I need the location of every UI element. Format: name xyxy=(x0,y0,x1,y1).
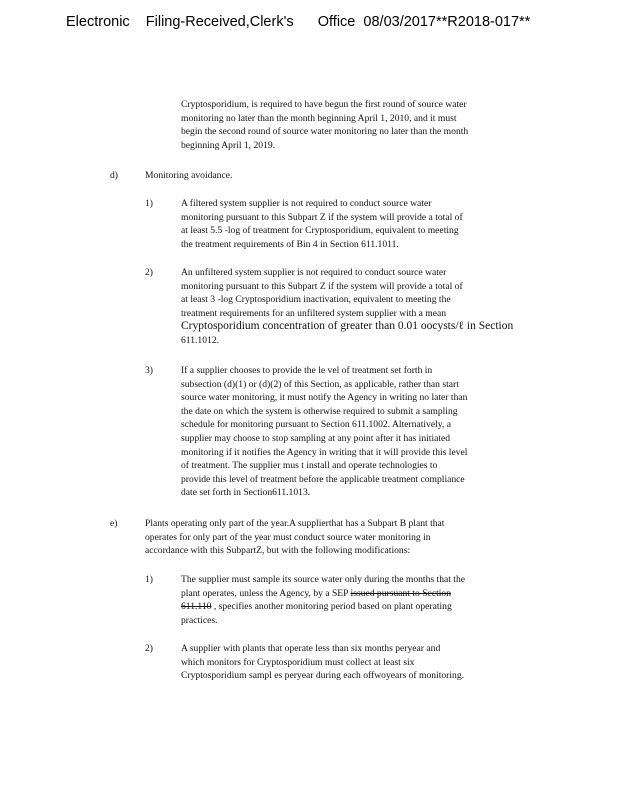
item-e2-paragraph xyxy=(181,642,537,683)
text-line: Cryptosporidium sampl es peryear during each offwoyears of monitoring. xyxy=(181,670,465,682)
text-line-large: Cryptosporidium concentration of greater than 0.01 oocysts/ℓ in Section xyxy=(181,320,514,333)
intro-paragraph xyxy=(181,98,537,152)
struck-text: issued pursuant to Section xyxy=(350,587,452,599)
text-line: accordance with this SubpartZ, but with the following modifications: xyxy=(145,545,411,557)
item-e2-marker: 2) xyxy=(145,643,153,654)
text-line: monitoring pursuant to this Subpart Z if the system will provide a total of xyxy=(181,280,463,292)
text-line: monitoring no later than the month beginning April 1, 2010, and it must xyxy=(181,112,457,124)
text-line: 611.1012. xyxy=(181,334,220,346)
item-e1-paragraph xyxy=(181,573,537,627)
text-line: provide this level of treatment before the applicable treatment compliance xyxy=(181,473,465,485)
text-line: which monitors for Cryptosporidium must collect at least six xyxy=(181,656,415,668)
text-line: An unfiltered system supplier is not required to conduct source water xyxy=(181,267,447,278)
text-line: source water monitoring, it must notify the Agency in writing no later than xyxy=(181,392,468,404)
text-line: The supplier must sample its source water only during the months that the xyxy=(181,574,466,585)
text-line: the date on which the system is otherwise required to submit a sampling xyxy=(181,405,458,417)
text-line: practices. xyxy=(181,614,218,626)
text-line: treatment requirements for an unfiltered system supplier with a mean xyxy=(181,307,447,319)
text-line: date set forth in Section611.1013. xyxy=(181,487,311,499)
electronic-filing-header: Electronic Filing-Received,Clerk's Office 08/03/2017**R2018-017** xyxy=(66,14,531,30)
text-line: monitoring if it notifies the Agency in writing that it will provide this level xyxy=(181,446,468,458)
text-line: Plants operating only part of the year.A supplierthat has a Subpart B plant that xyxy=(145,518,445,529)
text-line: subsection (d)(1) or (d)(2) of this Section, as applicable, rather than start xyxy=(181,378,459,390)
section-d-marker: d) xyxy=(110,170,118,181)
struck-text: 611.110 xyxy=(181,601,212,613)
text-line: beginning April 1, 2019. xyxy=(181,139,276,151)
section-d-heading: Monitoring avoidance. xyxy=(145,170,233,181)
text-line: begin the second round of source water monitoring no later than the month xyxy=(181,126,469,138)
text-line: monitoring pursuant to this Subpart Z if the system will provide a total of xyxy=(181,211,463,223)
text-line: at least 5.5 -log of treatment for Cryptosporidium, equivalent to meeting xyxy=(181,225,459,237)
section-e-marker: e) xyxy=(110,518,118,529)
text-line: at least 3 -log Cryptosporidium inactivation, equivalent to meeting the xyxy=(181,294,451,306)
text-line: A filtered system supplier is not required to conduct source water xyxy=(181,198,432,209)
item-d3-marker: 3) xyxy=(145,365,153,376)
item-d1-paragraph xyxy=(181,197,537,251)
text-line xyxy=(181,587,537,601)
section-e-paragraph xyxy=(145,517,537,558)
text-segment: plant operates, unless the Agency, by a SEP xyxy=(181,587,351,599)
text-segment: , specifies another monitoring period based on plant operating xyxy=(211,601,452,613)
text-line xyxy=(181,600,537,614)
text-line: schedule for monitoring pursuant to Section 611.1002. Alternatively, a xyxy=(181,419,451,431)
text-line: operates for only part of the year must conduct source water monitoring in xyxy=(145,531,431,543)
item-d2-marker: 2) xyxy=(145,267,153,278)
text-line: the treatment requirements of Bin 4 in Section 611.1011. xyxy=(181,238,399,250)
text-line: of treatment. The supplier mus t install and operate technologies to xyxy=(181,460,438,472)
text-line: supplier may choose to stop sampling at any point after it has initiated xyxy=(181,432,451,444)
item-d2-paragraph xyxy=(181,266,537,348)
text-line: Cryptosporidium, is required to have begun the first round of source water xyxy=(181,99,467,110)
text-line: If a supplier chooses to provide the le vel of treatment set forth in xyxy=(181,365,433,376)
text-line: A supplier with plants that operate less than six months peryear and xyxy=(181,643,441,654)
item-d3-paragraph xyxy=(181,364,537,500)
item-e1-marker: 1) xyxy=(145,574,153,585)
item-d1-marker: 1) xyxy=(145,198,153,209)
